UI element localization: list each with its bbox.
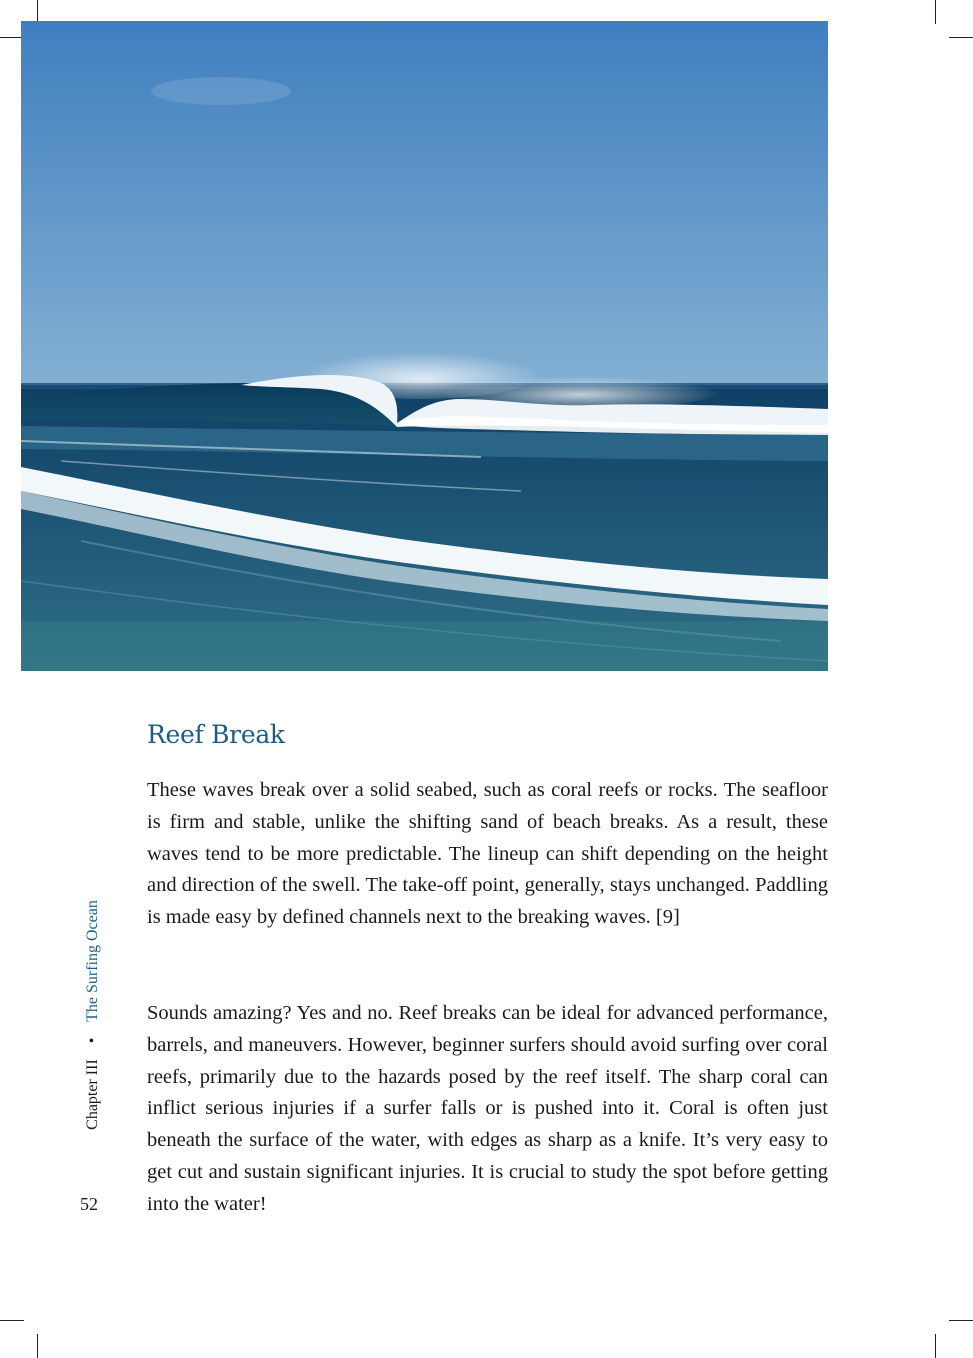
crop-mark-bottom-right-h [949, 1320, 973, 1321]
body-paragraph-1: These waves break over a solid seabed, such as coral reefs or rocks. The seafloor is firm and stable, unlike the shifting sand of beach breaks. As a result, these waves tend to be more predictable. The lineup can shift depending on the height and direction of the swell. The take-off point, generally, stays unchanged. Paddling is made easy by defined channels next to the breaking waves. [9] [147, 779, 828, 929]
sky [21, 21, 828, 389]
running-head [84, 900, 102, 1130]
crop-mark-top-right-h [949, 37, 973, 38]
running-head-separator: • [84, 1037, 101, 1044]
crop-mark-top-right-v [935, 0, 936, 24]
running-head-title: The Surfing Ocean [84, 900, 101, 1022]
crop-mark-bottom-right-v [935, 1334, 936, 1358]
section-heading: Reef Break [147, 720, 285, 749]
running-head-chapter: Chapter III [84, 1059, 101, 1130]
crop-mark-bottom-left-v [37, 1334, 38, 1358]
reef-break-wave-photo [21, 21, 828, 671]
crop-mark-bottom-left-h [0, 1320, 24, 1321]
page-number: 52 [80, 1194, 98, 1214]
body-paragraph-2: Sounds amazing? Yes and no. Reef breaks can be ideal for advanced performance, barrels, and maneuvers. However, beginner surfers should avoid surfing over coral reefs, primarily due to the hazards posed by the reef itself. The sharp coral can inflict serious injuries if a surfer falls or is pushed into it. Coral is often just beneath the surface of the water, with edges as sharp as a knife. It’s very easy to get cut and sustain significant injuries. It is crucial to study the spot before getting into the water! [147, 1002, 828, 1215]
